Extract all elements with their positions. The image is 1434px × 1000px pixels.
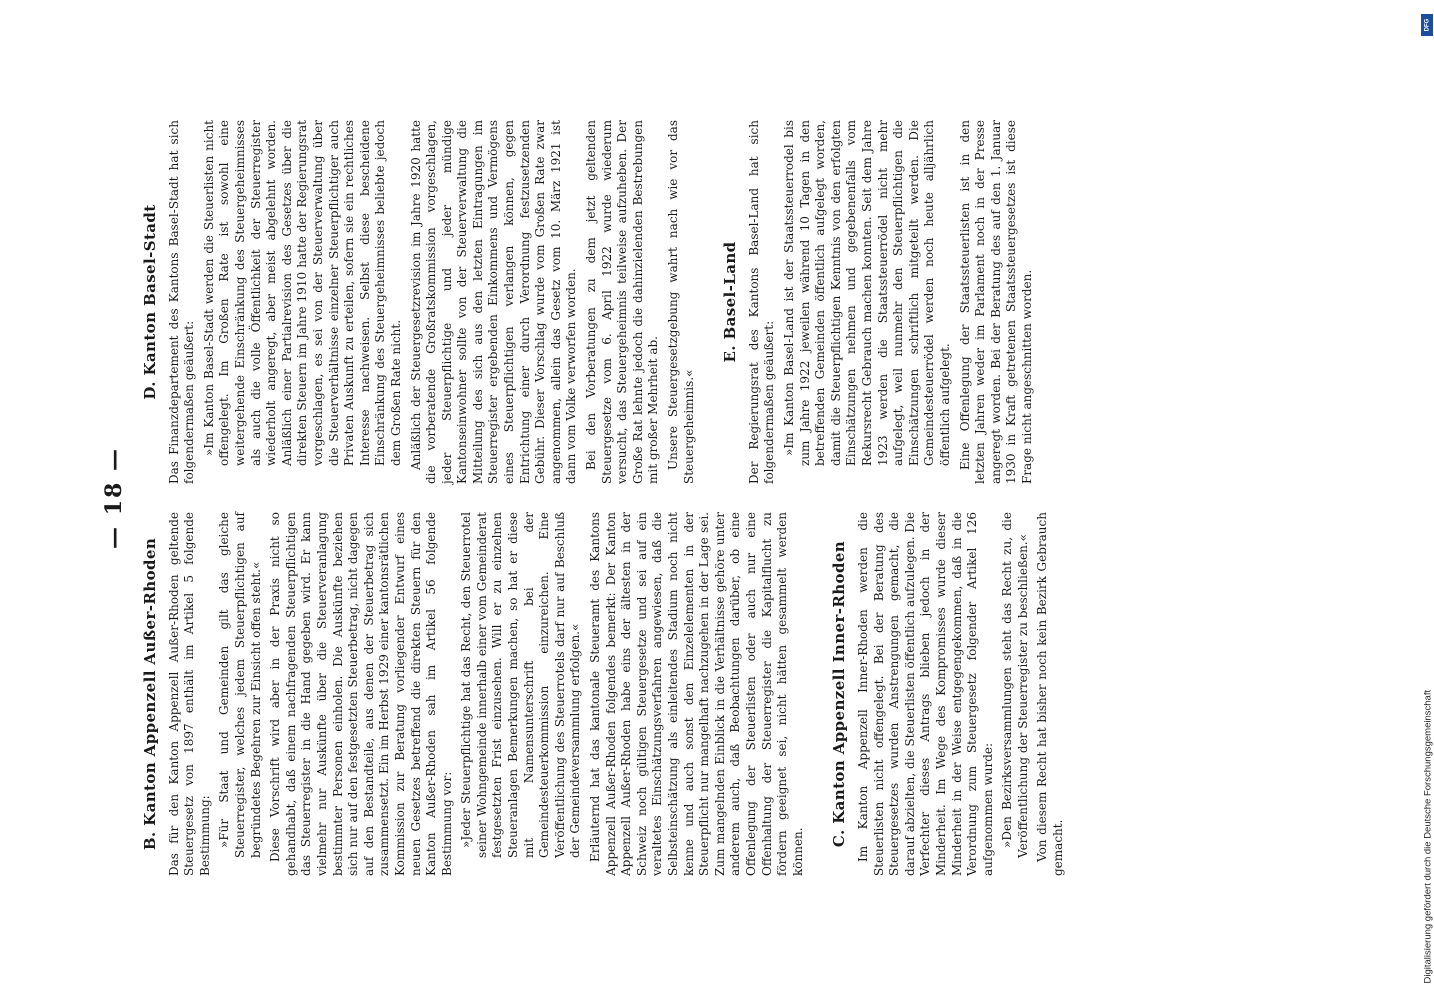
paragraph: Von diesem Recht hat bisher noch kein Bezirk Gebrauch gemacht. (1035, 512, 1066, 876)
quote: »Jeder Steuerpflichtige hat das Recht, den Steuerrotel seiner Wohngemeinde innerhalb einer vom Gemeinderat festgesetzten Frist einzusehen. Will er zu einzelnen Steueranlagen Bemerkungen machen, so hat er diese mit Namensunterschrift bei der Gemeindesteuerkommission einzureichen. Eine Veröffentlichung des Steuerrotels darf nur auf Beschluß der Gemeindeversammlung erfolgen.« (459, 512, 583, 858)
digitization-credit (1418, 8, 1434, 998)
paragraph: Unsere Steuergesetzgebung wahrt nach wie vor das Steuergeheimnis.« (666, 120, 696, 484)
paragraph: Erläuternd hat das kantonale Steueramt des Kantons Appenzell Außer-Rhoden folgendes bemerkt: Der Kanton Appenzell Außer-Rhoden habe eins der ältesten in der Schweiz noch gültigen Steuergesetze und sei auf ein veraltetes Einschätzungsverfahren angewiesen, daß die Selbsteinschätzung als einleitendes Stadium noch nicht kenne und auch sonst den Einzelelementen in der Steuerpflicht nur mangelhaft nachzugehen in der Lage sei. Zum mangelnden Einblick in die Verhältnisse gehöre unter anderem auch, daß Beobachtungen darüber, ob eine Offenlegung der Steuerlisten oder auch nur eine Offenhaltung der Steuerregister die Kapitalflucht zu fördern geeignet sei, nicht hätten gesammelt werden können. (588, 512, 805, 876)
paragraph: Das Finanzdepartement des Kantons Basel-Stadt hat sich folgendermaßen geäußert: (166, 120, 197, 484)
paragraph: Eine Offenlegung der Staatssteuerlisten ist in den letzten Jahren weder im Parlament noch in der Presse angeregt worden. Bei der Beratung des auf den 1. Januar 1930 in Kraft getretenen Staatssteuergesetzes ist diese Frage nicht angeschnitten worden. (957, 120, 1034, 484)
right-column (137, 120, 1317, 484)
section-heading-b: B. Kanton Appenzell Außer-Rhoden (141, 537, 159, 851)
dfg-logo-icon: DFG (1421, 14, 1433, 36)
section-heading-c: C. Kanton Appenzell Inner-Rhoden (830, 540, 849, 848)
left-column (137, 512, 1317, 876)
section-heading-d: D. Kanton Basel-Stadt (141, 204, 159, 400)
paragraph: Bei den Vorberatungen zu dem jetzt geltenden Steuergesetze vom 6. April 1922 wurde wiederum versucht, das Steuergeheimnis teilweise aufzuheben. Der Große Rat lehnte jedoch die dahinzielenden Bestrebungen mit großer Mehrheit ab. (584, 120, 661, 484)
paragraph: Diese Vorschrift wird aber in der Praxis nicht so gehandhabt, daß einem nachfragenden Steuerpflichtigen das Steuerregister in die Hand gegeben wird. Er kann vielmehr nur Auskünfte über die Steuerveranlagung bestimmter Personen einholen. Die Auskünfte beziehen sich nur auf den festgesetzten Steuerbetrag, nicht dagegen auf den Bestandteile, aus denen der Steuerbetrag sich zusammensetzt. Ein im Herbst 1929 einer kantonsrätlichen Kommission zur Beratung vorliegender Entwurf eines neuen Gesetzes betreffend die direkten Steuern für den Kanton Außer-Rhoden sah im Artikel 56 folgende Bestimmung vor: (268, 512, 454, 876)
paragraph: Das für den Kanton Appenzell Außer-Rhoden geltende Steuergesetz von 1897 enthält im Artikel 5 folgende Bestimmung: (166, 512, 212, 876)
page-number: — 18 — (101, 447, 127, 549)
document-page (97, 110, 1337, 890)
section-heading-e: E. Basel-Land (721, 241, 740, 363)
quote: »Den Bezirksversammlungen steht das Recht zu, die Veröffentlichung der Steuerregister zu beschließen.« (1000, 512, 1030, 858)
text-columns (137, 120, 1317, 876)
paragraph: Anläßlich der Steuergesetzrevision im Jahre 1920 hatte die vorberatende Großratskommission vorgeschlagen, jeder Steuerpflichtige und jeder mündige Kantonseinwohner sollte von der Steuerverwaltung die Mitteilung des sich aus den letzten Eintragungen im Steuerregister ergebenden Einkommens und Vermögens eines Steuerpflichtigen verlangen können, gegen Entrichtung einer durch Verordnung festzusetzenden Gebühr. Dieser Vorschlag wurde vom Großen Rate zwar angenommen, allein das Gesetz vom 10. März 1921 ist dann vom Volke verworfen worden. (408, 120, 579, 484)
paragraph: Im Kanton Appenzell Inner-Rhoden werden die Steuerlisten nicht offengelegt. Bei der Beratung des Steuergesetzes wurden Anstrengungen gemacht, die darauf abzielten, die Steuerlisten öffentlich aufzulegen. Die Verfechter dieses Antrags blieben jedoch in der Minderheit. Im Wege des Kompromisses wurde dieser Minderheit in der Weise entgegengekommen, daß in die Verordnung zum Steuergesetz folgender Artikel 126 aufgenommen wurde: (855, 512, 995, 876)
quote: »Für Staat und Gemeinden gilt das gleiche Steuerregister, welches jedem Steuerpflichtigen auf begründetes Begehren zur Einsicht offen steht.« (217, 512, 263, 858)
paragraph: Der Regierungsrat des Kantons Basel-Land hat sich folgendermaßen geäußert: (746, 120, 777, 484)
quote: »Im Kanton Basel-Stadt werden die Steuerlisten nicht offengelegt. Im Großen Rate ist sowohl eine weitergehende Einschränkung des Steuergeheimnisses als auch die volle Öffentlichkeit der Steuerregister wiederholt angeregt, aber meist abgelehnt worden. Anläßlich einer Partialrevision des Gesetzes über die direkten Steuern im Jahre 1910 hatte der Regierungsrat vorgeschlagen, es sei von der Steuerverwaltung über die Steuerverhältnisse einzelner Steuerpflichtiger auch Privaten Auskunft zu erteilen, sofern sie ein rechtliches Interesse nachweisen. Selbst diese bescheidene Einschränkung des Steuergeheimnisses beliebte jedoch dem Großen Rate nicht. (201, 120, 403, 466)
quote: »Im Kanton Basel-Land ist der Staatssteuerrodel bis zum Jahre 1922 jeweilen während 10 Tagen in den betreffenden Gemeinden öffentlich aufgelegt worden, damit die Steuerpflichtigen Kenntnis von den erfolgten Einschätzungen nehmen und gegebenenfalls vom Rekursrecht Gebrauch machen konnten. Seit dem Jahre 1923 werden die Staatssteuerrödel nicht mehr aufgelegt, weil nunmehr den Steuerpflichtigen die Einschätzungen schriftlich mitgeteilt werden. Die Gemeindesteuerrödel werden noch heute alljährlich öffentlich aufgelegt. (781, 120, 952, 466)
credit-text: Digitalisierung gefördert durch die Deutsche Forschungsgemeinschaft (1422, 689, 1434, 984)
